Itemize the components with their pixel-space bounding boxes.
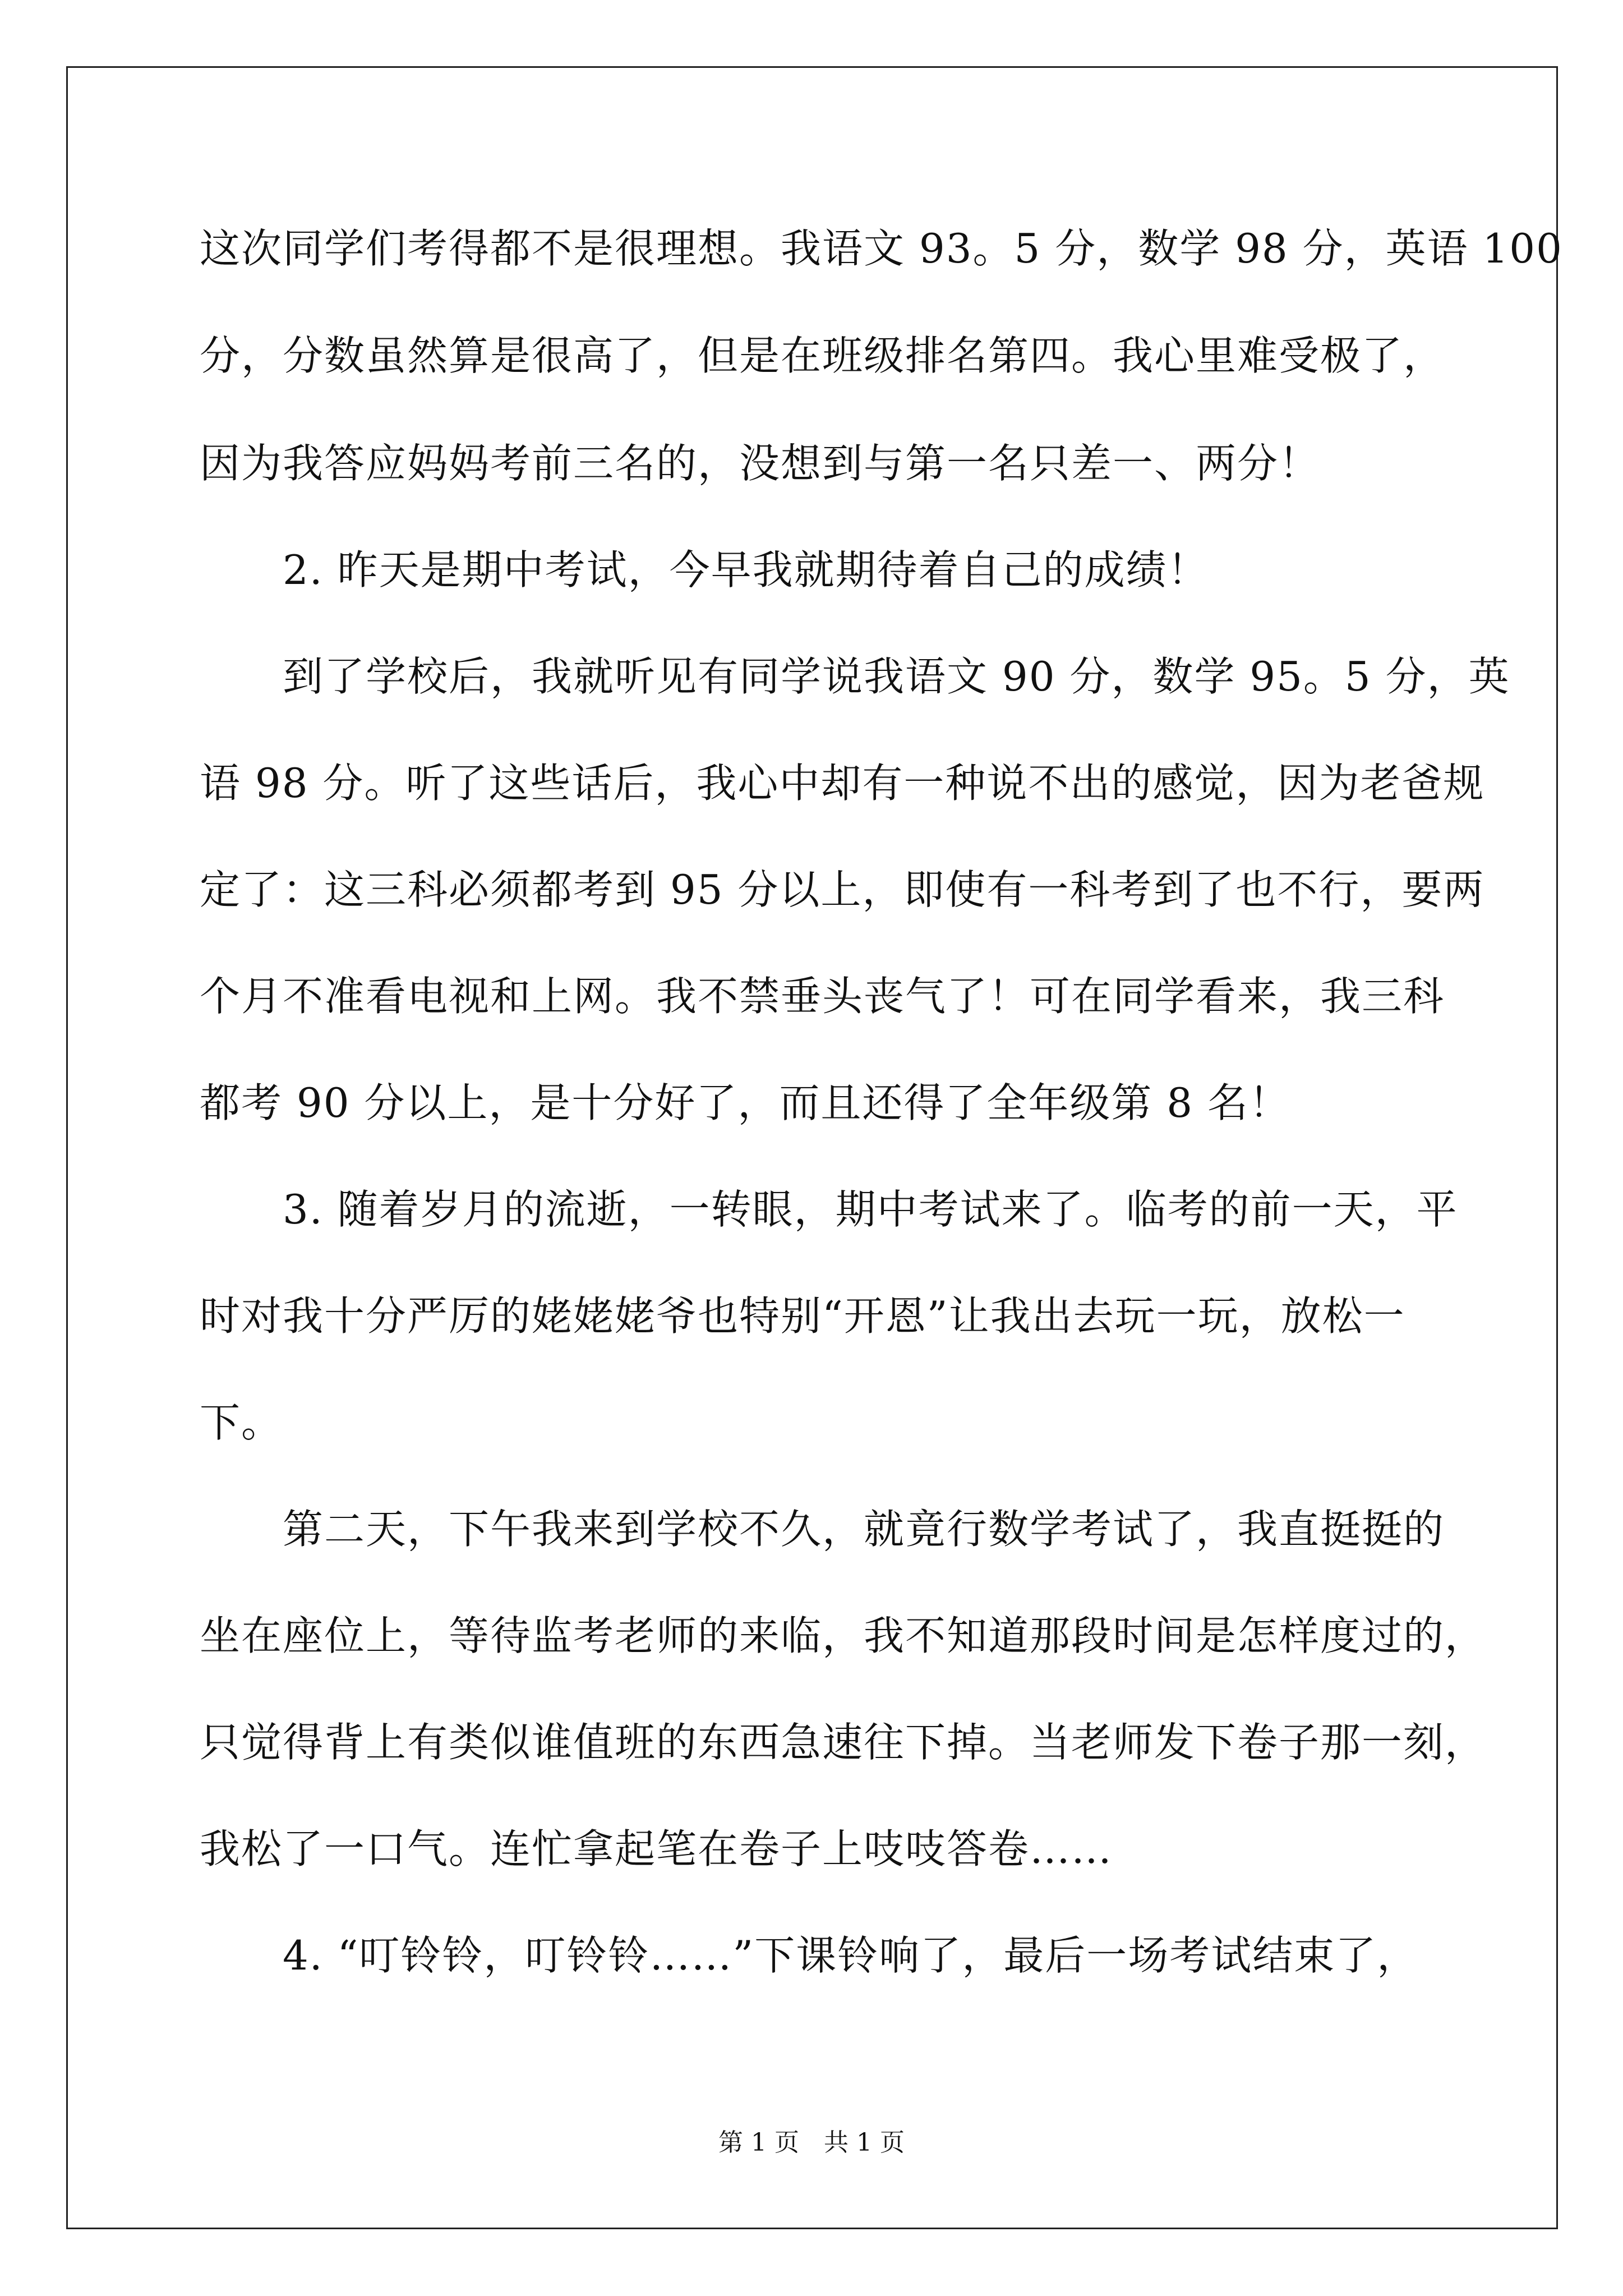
page-number: 第 1 页	[718, 2128, 799, 2157]
text-line: 4. “叮铃铃，叮铃铃……”下课铃响了，最后一场考试结束了，	[200, 1932, 1419, 1979]
text-line: 时对我十分严厉的姥姥姥爷也特别“开恩”让我出去玩一玩，放松一	[200, 1292, 1405, 1340]
text-line: 这次同学们考得都不是很理想。我语文 93。5 分，数学 98 分，英语 100	[200, 225, 1563, 272]
text-line: 到了学校后，我就听见有同学说我语文 90 分，数学 95。5 分，英	[200, 653, 1510, 700]
text-line: 因为我答应妈妈考前三名的，没想到与第一名只差一、两分！	[200, 440, 1321, 487]
text-line: 个月不准看电视和上网。我不禁垂头丧气了！可在同学看来，我三科	[200, 973, 1445, 1020]
page-footer	[0, 2126, 1623, 2160]
page-border	[66, 66, 1558, 2229]
text-line: 都考 90 分以上，是十分好了，而且还得了全年级第 8 名！	[200, 1079, 1290, 1126]
text-line: 语 98 分。听了这些话后，我心中却有一种说不出的感觉，因为老爸规	[200, 760, 1485, 807]
text-line: 3. 随着岁月的流逝，一转眼，期中考试来了。临考的前一天，平	[200, 1186, 1458, 1233]
text-line: 定了：这三科必须都考到 95 分以上，即使有一科考到了也不行，要两	[200, 866, 1485, 913]
page-total: 共 1 页	[824, 2128, 905, 2157]
text-line: 坐在座位上，等待监考老师的来临，我不知道那段时间是怎样度过的，	[200, 1612, 1487, 1659]
text-line: 2. 昨天是期中考试，今早我就期待着自己的成绩！	[200, 546, 1209, 593]
text-line: 我松了一口气。连忙拿起笔在卷子上吱吱答卷……	[200, 1825, 1113, 1872]
text-line: 下。	[200, 1399, 283, 1446]
text-line: 第二天，下午我来到学校不久，就竟行数学考试了，我直挺挺的	[200, 1506, 1445, 1553]
text-line: 分，分数虽然算是很高了，但是在班级排名第四。我心里难受极了，	[200, 332, 1445, 379]
text-line: 只觉得背上有类似谁值班的东西急速往下掉。当老师发下卷子那一刻，	[200, 1719, 1487, 1766]
